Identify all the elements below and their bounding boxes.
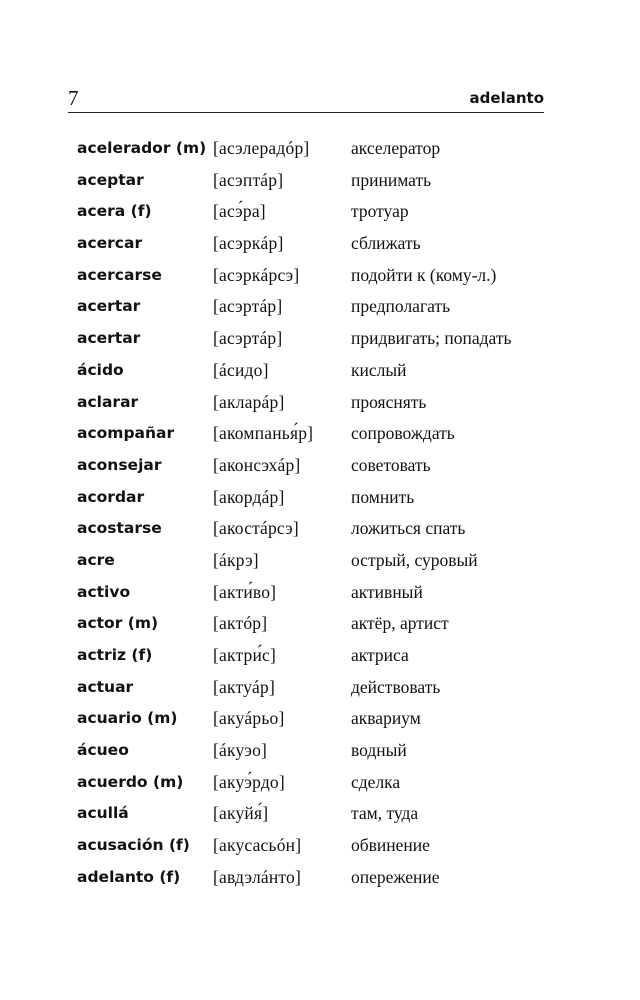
entry-translation: принимать: [351, 169, 432, 190]
entry-pronunciation: [актóр]: [213, 613, 268, 634]
entry-word: acercarse: [77, 265, 162, 284]
entry: [77, 674, 557, 706]
entry-word: actuar: [77, 677, 134, 696]
entry: [77, 864, 557, 896]
entry-pronunciation: [акуэ́рдо]: [213, 771, 285, 792]
entry: [77, 293, 557, 325]
entry-pronunciation: [асэркáрсэ]: [213, 264, 300, 285]
entry: [77, 135, 557, 167]
entry-word: ácueo: [77, 741, 129, 760]
entry-list: [77, 135, 557, 896]
entry-word: acre: [77, 550, 115, 569]
entry-pronunciation: [асэркáр]: [213, 233, 284, 254]
entry-pronunciation: [асэртáр]: [213, 328, 283, 349]
entry-translation: прояснять: [351, 391, 427, 412]
page-number: 7: [68, 86, 79, 110]
entry-word: acertar: [77, 297, 141, 316]
entry-translation: акселератор: [351, 138, 441, 158]
entry: [77, 198, 557, 230]
entry: [77, 705, 557, 737]
entry-word: acuario (m): [77, 709, 178, 728]
entry: [77, 420, 557, 452]
entry-word: acercar: [77, 234, 143, 253]
entry-pronunciation: [авдэлáнто]: [213, 866, 302, 887]
entry-word: acuerdo (m): [77, 772, 184, 791]
entry: [77, 547, 557, 579]
entry: [77, 610, 557, 642]
entry-pronunciation: [акуйя́]: [213, 803, 269, 824]
entry-pronunciation: [асэптáр]: [213, 169, 284, 190]
entry: [77, 262, 557, 294]
entry-translation: сопровождать: [351, 423, 455, 444]
entry-translation: сближать: [351, 233, 421, 254]
entry-word: acostarse: [77, 519, 162, 538]
entry-translation: острый, суровый: [351, 549, 478, 570]
entry-pronunciation: [актуáр]: [213, 676, 275, 697]
entry: [77, 769, 557, 801]
entry-pronunciation: [асэ́ра]: [213, 201, 266, 222]
entry-pronunciation: [акларáр]: [213, 391, 285, 412]
entry-word: aceptar: [77, 170, 144, 189]
entry-word: adelanto (f): [77, 867, 181, 886]
entry-translation: помнить: [351, 486, 415, 507]
entry-word: acordar: [77, 487, 145, 506]
entry-translation: актёр, артист: [351, 613, 449, 634]
entry-word: ácido: [77, 360, 124, 379]
entry-word: aconsejar: [77, 455, 162, 474]
entry: [77, 515, 557, 547]
entry: [77, 357, 557, 389]
entry-translation: сделка: [351, 771, 401, 792]
entry: [77, 389, 557, 421]
entry-translation: актриса: [351, 645, 409, 665]
entry-translation: опережение: [351, 866, 440, 887]
entry-word: acera (f): [77, 202, 152, 221]
entry: [77, 800, 557, 832]
entry-translation: водный: [351, 740, 407, 761]
entry-translation: советовать: [351, 454, 431, 475]
entry: [77, 737, 557, 769]
entry-word: acelerador (m): [77, 139, 207, 157]
running-head: adelanto: [469, 89, 544, 107]
entry-translation: кислый: [351, 359, 407, 380]
entry-translation: придвигать; попадать: [351, 328, 512, 349]
entry-translation: подойти к (кому-л.): [351, 264, 497, 285]
entry-translation: активный: [351, 581, 423, 602]
entry: [77, 832, 557, 864]
entry-word: actor (m): [77, 614, 159, 633]
entry-word: actriz (f): [77, 646, 153, 664]
entry-word: activo: [77, 582, 131, 601]
entry-pronunciation: [асэртáр]: [213, 296, 283, 317]
entry-pronunciation: [акти́во]: [213, 581, 277, 602]
entry-pronunciation: [асэлерадóр]: [213, 138, 310, 158]
entry-translation: там, туда: [351, 803, 419, 824]
entry: [77, 484, 557, 516]
entry: [77, 452, 557, 484]
entry-translation: предполагать: [351, 296, 451, 317]
page-header: [68, 86, 544, 113]
entry-word: acusación (f): [77, 836, 190, 855]
entry-word: aclarar: [77, 392, 139, 411]
entry-word: acullá: [77, 804, 129, 823]
entry-pronunciation: [áкрэ]: [213, 549, 259, 570]
entry-pronunciation: [аконсэхáр]: [213, 454, 301, 475]
entry: [77, 325, 557, 357]
entry: [77, 230, 557, 262]
entry-translation: ложиться спать: [351, 518, 466, 539]
entry-pronunciation: [актри́с]: [213, 645, 277, 665]
entry-translation: действовать: [351, 676, 441, 697]
entry-word: acertar: [77, 329, 141, 348]
entry: [77, 579, 557, 611]
entry-pronunciation: [áкуэо]: [213, 740, 268, 761]
entry-pronunciation: [акусасьóн]: [213, 835, 302, 856]
entry-pronunciation: [акостáрсэ]: [213, 518, 299, 539]
entry: [77, 642, 557, 674]
entry: [77, 167, 557, 199]
entry-pronunciation: [акордáр]: [213, 486, 285, 507]
entry-word: acompañar: [77, 424, 175, 443]
entry-pronunciation: [áсидо]: [213, 359, 269, 380]
entry-pronunciation: [акомпанья́р]: [213, 423, 314, 444]
entry-translation: обвинение: [351, 835, 430, 856]
entry-translation: аквариум: [351, 708, 421, 729]
entry-pronunciation: [акуáрьо]: [213, 708, 285, 729]
entry-translation: тротуар: [351, 201, 409, 222]
